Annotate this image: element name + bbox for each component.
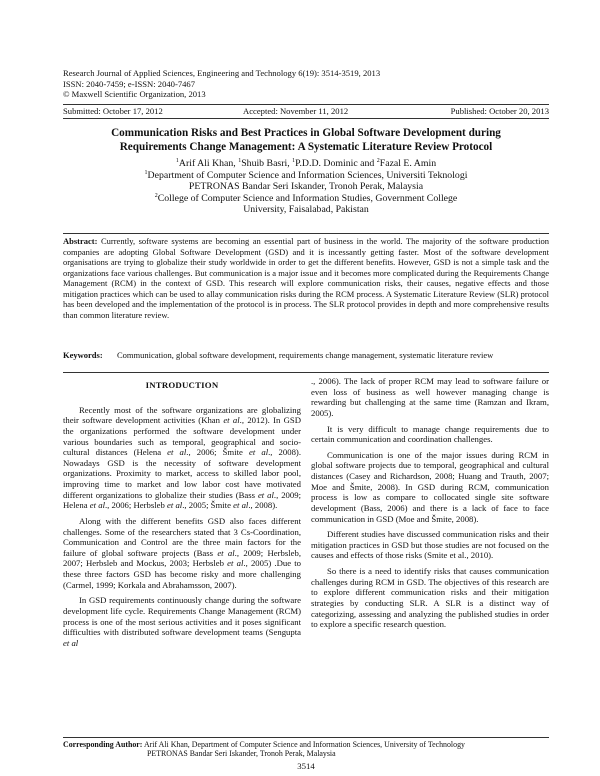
affiliation-1 bbox=[63, 170, 549, 182]
journal-header bbox=[63, 68, 543, 100]
paragraph-3-continued: ., 2006). The lack of proper RCM may lead to software failure or even loss of business as well however managing change is rewarding but challenging at the same time (Ramzan and Ikram, 2005). bbox=[311, 376, 549, 418]
paragraph-7: So there is a need to identify risks that causes communication challenges during RCM in GSD. The objectives of this research are to explore different communication risks and their mitigation strategies by conducting SLR. A SLR is a distinct way of categorizing, assessing and analyzing the published studies in order to explore a specific research question. bbox=[311, 566, 549, 630]
published-date: Published: October 20, 2013 bbox=[450, 106, 549, 116]
keywords-label: Keywords: bbox=[63, 350, 103, 360]
column-left bbox=[63, 376, 301, 653]
author-4: Fazal E. Amin bbox=[379, 158, 437, 169]
paragraph-5: Communication is one of the major issues during RCM in global software projects due to temporal, geographical and cultural distances (Casey and Richardson, 2008; Huang and Trauth, 2007; Moe and Šmite, 2008). In GSD during RCM, communication process is low as compare to collocated single site software development (Bass, 2006) and there is a lack of face to face communication in GSD (Moe and Šmite, 2008). bbox=[311, 449, 549, 524]
footnote-text-2: PETRONAS Bandar Seri Iskander, Tronoh Perak, Malaysia bbox=[147, 749, 336, 759]
affiliation-1-marker: 1 bbox=[144, 169, 148, 176]
author-1-affil: 1 bbox=[175, 158, 179, 164]
journal-issn: ISSN: 2040-7459; e-ISSN: 2040-7467 bbox=[63, 78, 196, 89]
header-rule-top bbox=[63, 104, 549, 105]
header-rule-bottom bbox=[63, 118, 549, 119]
author-2: Shuib Basri, bbox=[241, 158, 293, 169]
affiliation-2 bbox=[63, 193, 549, 205]
footnote-rule bbox=[63, 737, 549, 738]
abstract-text: Currently, software systems are becoming an essential part of business in the world. The majority of the software production companies are adopting Global Software Development (GSD) and it is incessantly getting faster. Most of the software development organisations are trying to globalize their study worldwide in order to get the different benefits. However, GSD is not a simple task and the organizations face various challenges. But communication is a major issue and it becomes more complicated during the Requirements Change Management (RCM) in the context of GSD. This research will explore communication risks, their causes, negative effects and those mitigation practices which can be used to allay communication risks during the RCM process. A Systematic Literature Review (SLR) protocol has been developed and the implementation of the protocol is in process. The SLR protocol provides in depth and more comprehensive results than common literature review. bbox=[63, 236, 549, 320]
author-list bbox=[63, 158, 549, 170]
paragraph-3: In GSD requirements continuously change during the software development life cycle. Requirements Change Management (RCM) process is one of the most serious activities and it poses significant difficulties with distributed software development teams (Sengupta et al bbox=[63, 595, 301, 648]
affiliation-2-line-1: College of Computer Science and Information Studies, Government College bbox=[157, 192, 458, 204]
corresponding-author bbox=[63, 740, 549, 759]
keywords-rule bbox=[63, 372, 549, 373]
affiliation-2-line-2: University, Faisalabad, Pakistan bbox=[243, 204, 369, 216]
author-4-affil: 2 bbox=[376, 158, 380, 164]
author-1: Arif Ali Khan, bbox=[178, 158, 239, 169]
author-2-affil: 1 bbox=[238, 158, 242, 164]
journal-copyright: © Maxwell Scientific Organization, 2013 bbox=[63, 89, 206, 100]
paragraph-6: Different studies have discussed communication risks and their mitigation practices in GSD but those studies are not focused on the causes and effects of those risks (Smite et al., 2010). bbox=[311, 529, 549, 561]
abstract-label: Abstract: bbox=[63, 236, 98, 246]
paper-title bbox=[63, 127, 549, 154]
author-3-affil: 1 bbox=[292, 158, 296, 164]
affiliation-2-marker: 2 bbox=[154, 192, 158, 199]
affiliation-1-line-2: PETRONAS Bandar Seri Iskander, Tronoh Perak, Malaysia bbox=[188, 181, 424, 193]
author-3: P.D.D. Dominic and bbox=[295, 158, 377, 169]
title-line-2: Requirements Change Management: A Systematic Literature Review Protocol bbox=[119, 140, 493, 153]
keywords bbox=[63, 350, 549, 361]
page-number: 3514 bbox=[297, 761, 315, 771]
section-heading: INTRODUCTION bbox=[145, 380, 219, 390]
paragraph-1: Recently most of the software organizations are globalizing their software development activities (Khan et al., 2012). In GSD the organizations performed the software development under various boundaries such as temporal, geographical and socio-cultural distances (Helena et al., 2006; Šmite et al., 2008). Nowadays GSD is the necessity of software development organizations. Proximity to market, access to skilled labor pool, improving time to market and low labor cost have motivated different organizations to globalize their studies (Bass et al., 2009; Helena et al., 2006; Herbsleb et al., 2005; Šmite et al., 2008). bbox=[63, 404, 301, 511]
keywords-text: Communication, global software development, requirements change management, systematic literature review bbox=[117, 350, 494, 360]
author-block bbox=[63, 158, 549, 216]
accepted-date: Accepted: November 11, 2012 bbox=[243, 106, 349, 116]
footnote-text-1: Arif Ali Khan, Department of Computer Science and Information Sciences, University of Technology bbox=[142, 740, 465, 749]
paragraph-2: Along with the different benefits GSD also faces different challenges. Some of the researchers stated that 3 Cs-Coordination, Communication and Control are the three main factors for the failure of global software projects (Bass et al., 2009; Herbsleb, 2007; Herbsleb and Mockus, 2003; Herbsleb et al., 2005) .Due to these three factors GSD has become risky and more challenging (Carmel, 1999; Korkala and Abrahamsson, 2007). bbox=[63, 515, 302, 590]
column-right bbox=[311, 376, 549, 635]
paragraph-4: It is very difficult to manage change requirements due to certain communication and coordination challenges. bbox=[311, 423, 549, 445]
abstract-rule bbox=[63, 233, 549, 234]
affiliation-1-line-1: Department of Computer Science and Information Sciences, Universiti Teknologi bbox=[147, 169, 468, 181]
journal-citation: Research Journal of Applied Sciences, Engineering and Technology 6(19): 3514-3519, 2013 bbox=[63, 68, 381, 78]
abstract bbox=[63, 236, 549, 320]
title-line-1: Communication Risks and Best Practices in Global Software Development during bbox=[111, 127, 501, 139]
submitted-date: Submitted: October 17, 2012 bbox=[63, 106, 163, 116]
footnote-label: Corresponding Author: bbox=[63, 740, 143, 749]
